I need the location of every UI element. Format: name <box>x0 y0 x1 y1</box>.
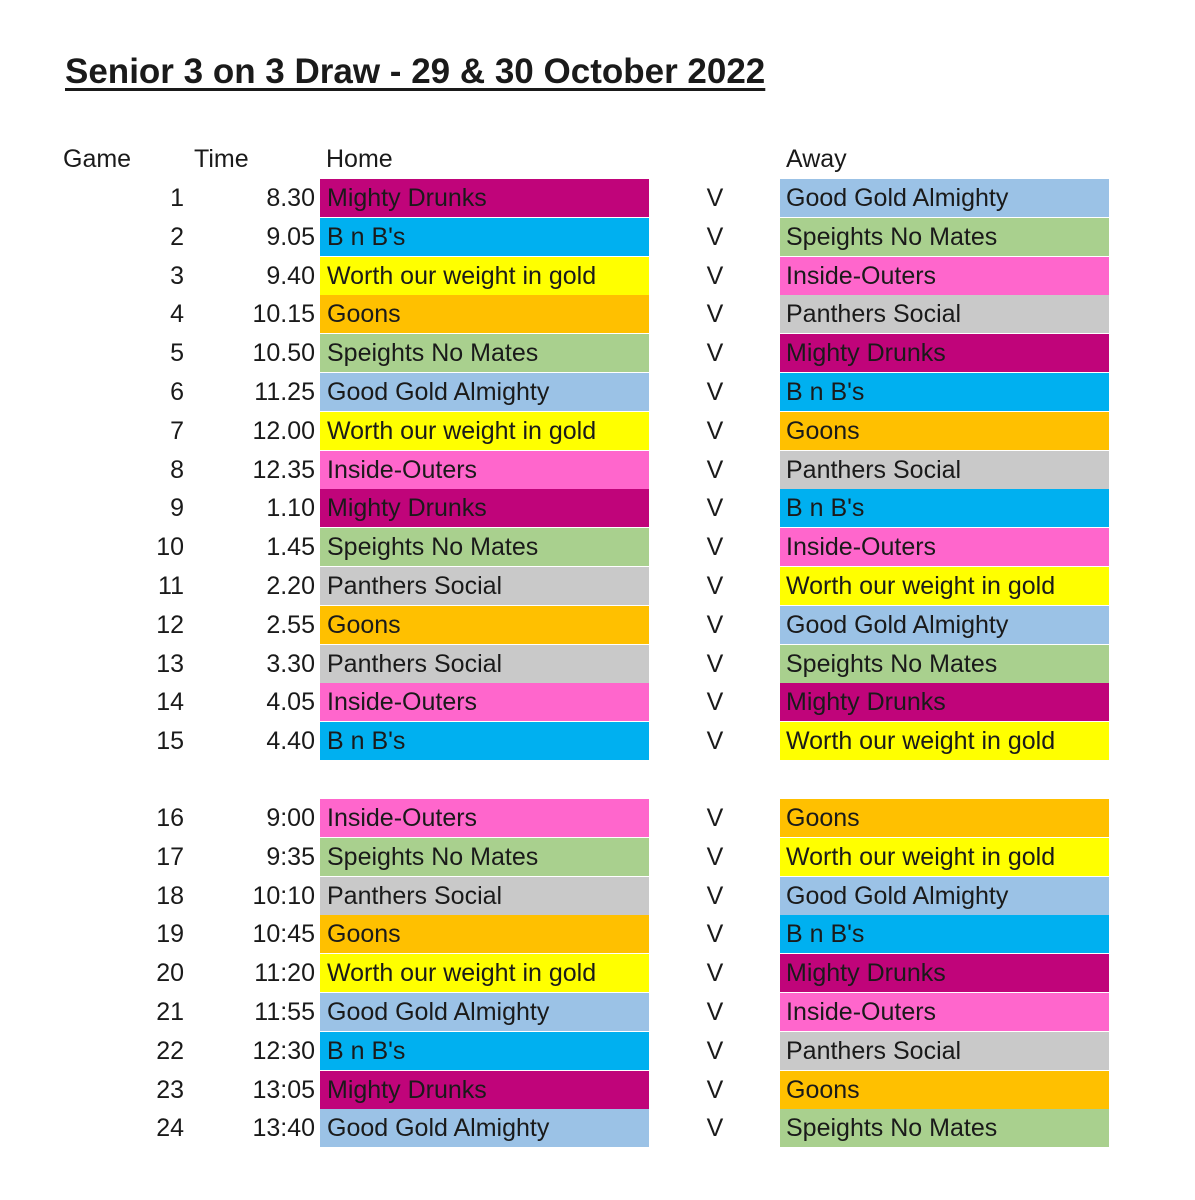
home-team: Panthers Social <box>320 567 649 605</box>
versus-label: V <box>706 727 724 756</box>
home-team: Good Gold Almighty <box>320 373 649 411</box>
table-row <box>0 877 1195 915</box>
away-team: B n B's <box>780 489 1109 527</box>
versus-label: V <box>706 842 724 871</box>
table-row <box>0 295 1195 333</box>
away-team: Mighty Drunks <box>780 683 1109 721</box>
game-time: 11.25 <box>254 378 315 406</box>
game-time: 11:20 <box>254 959 315 988</box>
away-team: Mighty Drunks <box>780 954 1109 992</box>
game-number: 20 <box>156 959 184 988</box>
away-team: Worth our weight in gold <box>780 722 1109 760</box>
versus-label: V <box>706 184 724 212</box>
game-number: 11 <box>158 572 184 600</box>
table-row <box>0 412 1195 450</box>
home-team: Good Gold Almighty <box>320 1109 649 1147</box>
table-row <box>0 218 1195 256</box>
versus-label: V <box>706 1075 724 1104</box>
header-game: Game <box>63 145 132 173</box>
game-time: 2.20 <box>266 572 315 600</box>
table-row <box>0 645 1195 683</box>
game-time: 4.40 <box>266 727 315 756</box>
home-team: B n B's <box>320 218 649 256</box>
game-number: 9 <box>170 494 184 523</box>
versus-label: V <box>706 494 724 523</box>
home-team: Worth our weight in gold <box>320 954 649 992</box>
away-team: Inside-Outers <box>780 257 1109 295</box>
header-home: Home <box>326 145 393 173</box>
game-time: 12:30 <box>252 1036 315 1065</box>
table-row <box>0 1071 1195 1109</box>
home-team: Speights No Mates <box>320 528 649 566</box>
home-team: Goons <box>320 606 649 644</box>
away-team: Good Gold Almighty <box>780 877 1109 915</box>
game-time: 11:55 <box>254 998 315 1026</box>
away-team: Good Gold Almighty <box>780 179 1109 217</box>
game-number: 16 <box>156 804 184 832</box>
versus-label: V <box>706 378 724 406</box>
versus-label: V <box>706 688 724 717</box>
game-time: 13:05 <box>252 1075 315 1104</box>
game-time: 9.05 <box>266 222 315 251</box>
game-time: 13:40 <box>252 1114 315 1143</box>
home-team: Inside-Outers <box>320 799 649 837</box>
table-row <box>0 451 1195 489</box>
game-time: 10:10 <box>252 881 315 910</box>
game-number: 8 <box>170 455 184 484</box>
game-number: 15 <box>156 727 184 756</box>
home-team: Worth our weight in gold <box>320 412 649 450</box>
versus-label: V <box>706 222 724 251</box>
versus-label: V <box>706 455 724 484</box>
versus-label: V <box>706 339 724 368</box>
home-team: Speights No Mates <box>320 334 649 372</box>
versus-label: V <box>706 1114 724 1143</box>
game-number: 2 <box>170 222 184 251</box>
game-number: 19 <box>156 920 184 949</box>
game-time: 12.00 <box>252 416 315 445</box>
game-time: 1.45 <box>266 533 315 562</box>
versus-label: V <box>706 572 724 600</box>
away-team: Speights No Mates <box>780 645 1109 683</box>
game-number: 22 <box>156 1036 184 1065</box>
home-team: Worth our weight in gold <box>320 257 649 295</box>
game-time: 4.05 <box>266 688 315 717</box>
game-number: 6 <box>170 378 184 406</box>
game-time: 9:00 <box>266 804 315 832</box>
game-number: 10 <box>156 533 184 562</box>
game-number: 21 <box>156 998 184 1026</box>
away-team: Worth our weight in gold <box>780 838 1109 876</box>
header-time: Time <box>194 145 249 173</box>
game-number: 14 <box>156 688 184 717</box>
game-time: 10:45 <box>252 920 315 949</box>
table-row <box>0 334 1195 372</box>
home-team: Good Gold Almighty <box>320 993 649 1031</box>
away-team: Speights No Mates <box>780 218 1109 256</box>
versus-label: V <box>706 1036 724 1065</box>
game-time: 9:35 <box>266 842 315 871</box>
table-row <box>0 179 1195 217</box>
table-row <box>0 528 1195 566</box>
away-team: Goons <box>780 799 1109 837</box>
game-number: 18 <box>156 881 184 910</box>
game-number: 23 <box>156 1075 184 1104</box>
versus-label: V <box>706 881 724 910</box>
away-team: Panthers Social <box>780 295 1109 333</box>
table-row <box>0 257 1195 295</box>
game-number: 24 <box>156 1114 184 1143</box>
home-team: Goons <box>320 915 649 953</box>
versus-label: V <box>706 533 724 562</box>
table-row <box>0 722 1195 760</box>
table-row <box>0 915 1195 953</box>
page-title: Senior 3 on 3 Draw - 29 & 30 October 2022 <box>65 52 766 91</box>
away-team: Panthers Social <box>780 1032 1109 1070</box>
versus-label: V <box>706 920 724 949</box>
game-number: 17 <box>156 842 184 871</box>
versus-label: V <box>706 804 724 832</box>
game-time: 3.30 <box>266 649 315 678</box>
game-time: 10.50 <box>252 339 315 368</box>
game-number: 3 <box>170 261 184 290</box>
away-team: B n B's <box>780 915 1109 953</box>
table-row <box>0 954 1195 992</box>
home-team: Mighty Drunks <box>320 1071 649 1109</box>
home-team: Mighty Drunks <box>320 179 649 217</box>
home-team: Mighty Drunks <box>320 489 649 527</box>
away-team: Inside-Outers <box>780 528 1109 566</box>
home-team: B n B's <box>320 1032 649 1070</box>
table-row <box>0 373 1195 411</box>
versus-label: V <box>706 959 724 988</box>
away-team: B n B's <box>780 373 1109 411</box>
table-row <box>0 1032 1195 1070</box>
away-team: Panthers Social <box>780 451 1109 489</box>
versus-label: V <box>706 998 724 1026</box>
away-team: Goons <box>780 412 1109 450</box>
header-away: Away <box>786 145 847 173</box>
versus-label: V <box>706 610 724 639</box>
table-row <box>0 606 1195 644</box>
home-team: Inside-Outers <box>320 451 649 489</box>
versus-label: V <box>706 300 724 329</box>
game-time: 12.35 <box>252 455 315 484</box>
table-row <box>0 683 1195 721</box>
away-team: Inside-Outers <box>780 993 1109 1031</box>
table-row <box>0 1109 1195 1147</box>
table-row <box>0 838 1195 876</box>
home-team: Speights No Mates <box>320 838 649 876</box>
game-time: 2.55 <box>266 610 315 639</box>
home-team: Goons <box>320 295 649 333</box>
game-number: 7 <box>170 416 184 445</box>
game-number: 4 <box>170 300 184 329</box>
game-number: 1 <box>170 184 184 212</box>
away-team: Mighty Drunks <box>780 334 1109 372</box>
away-team: Good Gold Almighty <box>780 606 1109 644</box>
game-time: 8.30 <box>266 184 315 212</box>
game-number: 12 <box>156 610 184 639</box>
game-time: 9.40 <box>266 261 315 290</box>
table-row <box>0 567 1195 605</box>
table-row <box>0 489 1195 527</box>
game-number: 5 <box>170 339 184 368</box>
game-time: 1.10 <box>266 494 315 523</box>
away-team: Speights No Mates <box>780 1109 1109 1147</box>
table-row <box>0 799 1195 837</box>
home-team: B n B's <box>320 722 649 760</box>
home-team: Inside-Outers <box>320 683 649 721</box>
table-row <box>0 993 1195 1031</box>
versus-label: V <box>706 416 724 445</box>
home-team: Panthers Social <box>320 645 649 683</box>
away-team: Worth our weight in gold <box>780 567 1109 605</box>
game-number: 13 <box>156 649 184 678</box>
home-team: Panthers Social <box>320 877 649 915</box>
away-team: Goons <box>780 1071 1109 1109</box>
game-time: 10.15 <box>252 300 315 329</box>
versus-label: V <box>706 261 724 290</box>
versus-label: V <box>706 649 724 678</box>
